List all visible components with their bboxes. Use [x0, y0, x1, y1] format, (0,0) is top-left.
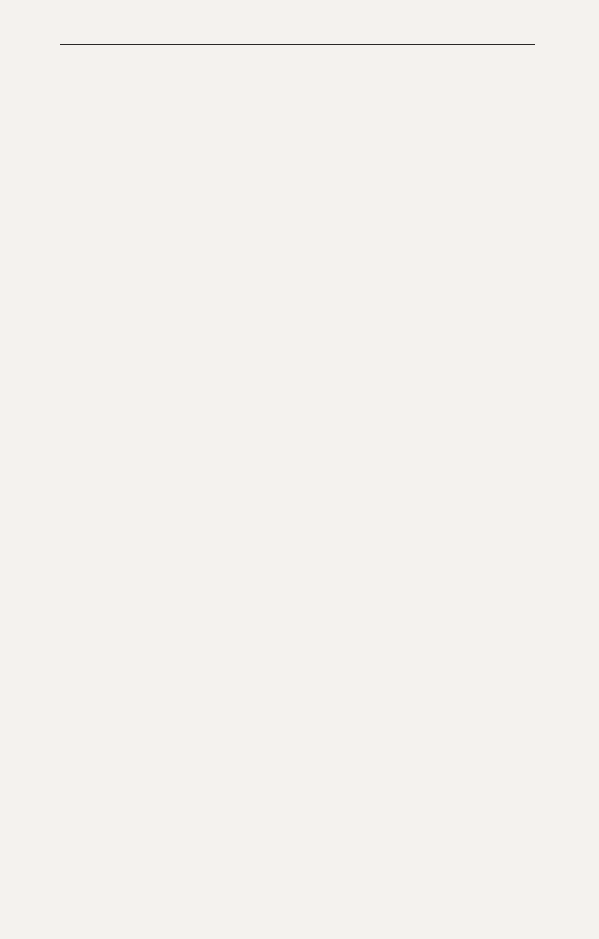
running-header: [60, 22, 535, 45]
